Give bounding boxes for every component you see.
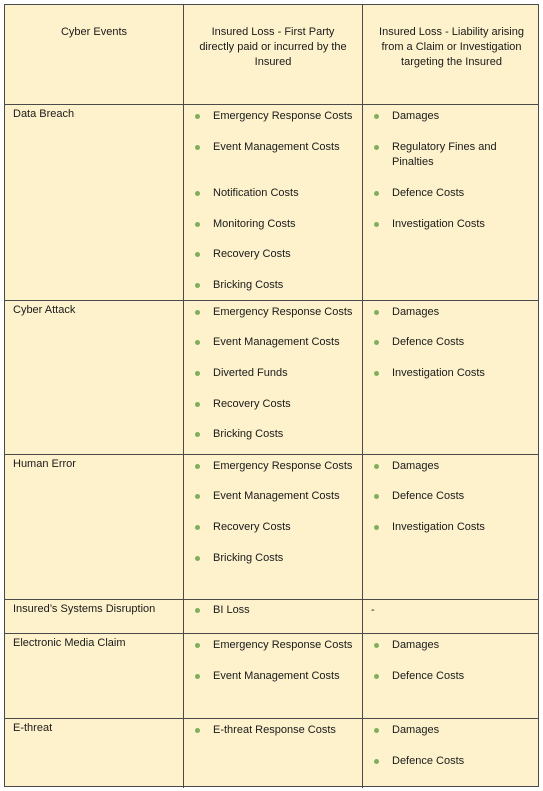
list-item: Emergency Response Costs xyxy=(213,638,356,653)
list-item: Event Management Costs xyxy=(213,669,356,684)
header-liability: Insured Loss - Liability arising from a Claim or Investigation targeting the Insured xyxy=(379,26,524,68)
bullet-icon xyxy=(195,608,200,613)
list-item: Recovery Costs xyxy=(213,247,356,262)
liability-cell xyxy=(363,600,540,633)
liability-cell xyxy=(363,634,540,718)
list-item: BI Loss xyxy=(213,603,356,618)
bullet-icon xyxy=(195,728,200,733)
list-item: Event Management Costs xyxy=(213,140,356,155)
bullet-icon xyxy=(195,643,200,648)
list-item: Damages xyxy=(392,459,534,474)
bullet-icon xyxy=(195,556,200,561)
list-item: Monitoring Costs xyxy=(213,217,356,232)
header-cyber-events: Cyber Events xyxy=(5,5,184,104)
bullet-icon xyxy=(374,728,379,733)
first-party-cell xyxy=(184,600,363,633)
list-item: Investigation Costs xyxy=(392,520,534,535)
event-name: Data Breach xyxy=(13,108,75,120)
bullet-icon xyxy=(195,494,200,499)
event-name: Cyber Attack xyxy=(13,304,76,316)
liability-cell xyxy=(363,455,540,599)
table-row xyxy=(5,600,538,634)
table-row xyxy=(5,455,538,600)
liability-cell xyxy=(363,301,540,454)
bullet-icon xyxy=(195,222,200,227)
list-item: Emergency Response Costs xyxy=(213,459,356,474)
list-item: E-threat Response Costs xyxy=(213,723,356,738)
bullet-icon xyxy=(195,674,200,679)
event-cell xyxy=(5,600,184,633)
bullet-icon xyxy=(195,283,200,288)
bullet-icon xyxy=(195,525,200,530)
list-item: Recovery Costs xyxy=(213,397,356,412)
list-item: Damages xyxy=(392,109,534,124)
first-party-cell xyxy=(184,105,363,300)
table-row xyxy=(5,719,538,788)
event-name: Insured’s Systems Disruption xyxy=(13,603,156,615)
bullet-icon xyxy=(374,191,379,196)
list-item: Recovery Costs xyxy=(213,520,356,535)
bullet-icon xyxy=(374,525,379,530)
bullet-icon xyxy=(195,145,200,150)
list-item: Defence Costs xyxy=(392,489,534,504)
bullet-icon xyxy=(374,114,379,119)
list-item: Investigation Costs xyxy=(392,217,534,232)
list-item: Damages xyxy=(392,723,534,738)
list-item: Damages xyxy=(392,305,534,320)
event-cell xyxy=(5,455,184,599)
event-cell xyxy=(5,719,184,788)
list-item: Bricking Costs xyxy=(213,427,356,442)
bullet-icon xyxy=(195,464,200,469)
list-item: Diverted Funds xyxy=(213,366,356,381)
first-party-cell xyxy=(184,301,363,454)
bullet-icon xyxy=(195,371,200,376)
list-item: Defence Costs xyxy=(392,186,534,201)
bullet-icon xyxy=(374,371,379,376)
list-item: Defence Costs xyxy=(392,754,534,769)
list-item: Emergency Response Costs xyxy=(213,109,356,124)
event-cell xyxy=(5,301,184,454)
bullet-icon xyxy=(195,402,200,407)
event-cell xyxy=(5,105,184,300)
bullet-icon xyxy=(195,310,200,315)
list-item: Event Management Costs xyxy=(213,335,356,350)
empty-dash: - xyxy=(371,604,375,616)
bullet-icon xyxy=(374,310,379,315)
table-row xyxy=(5,634,538,719)
event-name: Human Error xyxy=(13,458,76,470)
bullet-icon xyxy=(374,145,379,150)
liability-cell xyxy=(363,719,540,788)
bullet-icon xyxy=(195,432,200,437)
bullet-icon xyxy=(195,191,200,196)
event-cell xyxy=(5,634,184,718)
list-item: Event Management Costs xyxy=(213,489,356,504)
header-first-party: Insured Loss - First Party directly paid or incurred by the Insured xyxy=(184,5,363,104)
liability-cell xyxy=(363,105,540,300)
cyber-events-table xyxy=(4,4,539,787)
list-item: Damages xyxy=(392,638,534,653)
bullet-icon xyxy=(374,340,379,345)
bullet-icon xyxy=(195,114,200,119)
event-name: E-threat xyxy=(13,722,53,734)
first-party-cell xyxy=(184,719,363,788)
list-item: Regulatory Fines and Pinalties xyxy=(392,140,512,170)
table-row xyxy=(5,301,538,455)
bullet-icon xyxy=(195,340,200,345)
bullet-icon xyxy=(374,759,379,764)
bullet-icon xyxy=(374,674,379,679)
list-item: Defence Costs xyxy=(392,335,534,350)
list-item: Bricking Costs xyxy=(213,551,356,566)
bullet-icon xyxy=(374,222,379,227)
table-row xyxy=(5,105,538,301)
first-party-cell xyxy=(184,455,363,599)
event-name: Electronic Media Claim xyxy=(13,637,126,649)
list-item: Notification Costs xyxy=(213,186,356,201)
list-item: Defence Costs xyxy=(392,669,534,684)
bullet-icon xyxy=(374,643,379,648)
bullet-icon xyxy=(374,464,379,469)
bullet-icon xyxy=(374,494,379,499)
first-party-cell xyxy=(184,634,363,718)
list-item: Investigation Costs xyxy=(392,366,534,381)
list-item: Bricking Costs xyxy=(213,278,356,293)
bullet-icon xyxy=(195,252,200,257)
header-row xyxy=(5,5,538,105)
list-item: Emergency Response Costs xyxy=(213,305,356,320)
